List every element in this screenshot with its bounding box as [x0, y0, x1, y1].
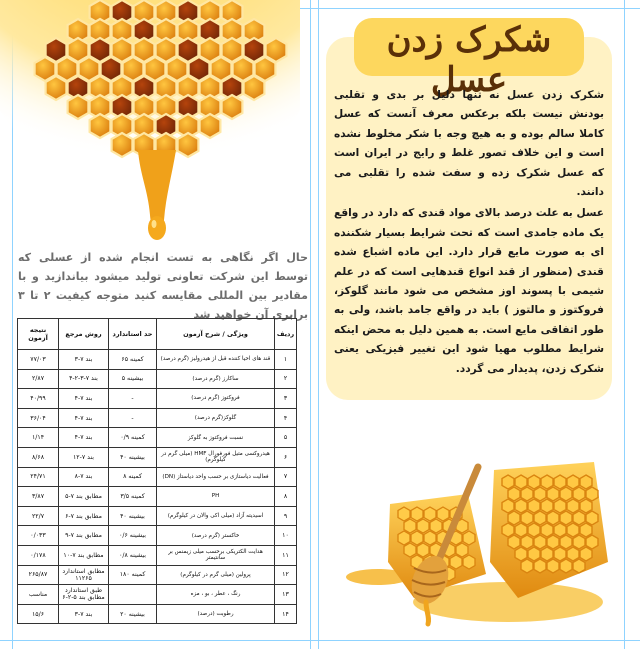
- table-cell: مطابق بند ۷-۶: [59, 506, 109, 526]
- table-cell: بیشینه ۴۰: [109, 506, 157, 526]
- table-cell: مطابق بند ۷-۵: [59, 487, 109, 507]
- table-row: [18, 408, 297, 428]
- table-row: [18, 585, 297, 605]
- table-cell: فروکتوز (گرم درصد): [157, 389, 275, 409]
- table-cell: بند ۷-۳-۲-۴: [59, 369, 109, 389]
- table-cell: کمینه ۸: [109, 467, 157, 487]
- table-cell: ساکارز (گرم درصد): [157, 369, 275, 389]
- layout-guide: [624, 0, 625, 649]
- table-row: [18, 467, 297, 487]
- table-cell: ۳/۸۷: [18, 487, 59, 507]
- table-cell: طبق استاندارد مطابق بند ۵-۲-۶: [59, 585, 109, 605]
- table-cell: ۱۳: [275, 585, 297, 605]
- table-cell: ۷: [275, 467, 297, 487]
- table-row: [18, 428, 297, 448]
- table-cell: ۷۷/۰۳: [18, 350, 59, 370]
- table-cell: -: [109, 389, 157, 409]
- layout-guide: [310, 0, 311, 649]
- table-cell: اسیدیته آزاد (میلی اکی والان در کیلوگرم): [157, 506, 275, 526]
- table-cell: ۲/۸۷: [18, 369, 59, 389]
- table-cell: بند ۷-۳: [59, 604, 109, 624]
- table-cell: ۱۵/۶: [18, 604, 59, 624]
- table-cell: کمینه ۱۸۰: [109, 565, 157, 585]
- table-cell: بند ۷-۳: [59, 350, 109, 370]
- table-cell: پرولین (میلی گرم در کیلوگرم): [157, 565, 275, 585]
- table-cell: ۴: [275, 408, 297, 428]
- table-cell: قند های احیا کننده قبل از هیدرولیز (گرم درصد): [157, 350, 275, 370]
- table-cell: کمینه ۳/۵: [109, 487, 157, 507]
- honeycomb-illustration: [0, 0, 300, 245]
- table-cell: ۳۶/۰۴: [18, 408, 59, 428]
- table-cell: بیشینه ۰/۸: [109, 545, 157, 565]
- table-cell: کمینه ۰/۹: [109, 428, 157, 448]
- table-row: [18, 604, 297, 624]
- table-cell: مطابق استاندارد ۱۱۲۶۵: [59, 565, 109, 585]
- table-cell: ۲۴/۷۱: [18, 467, 59, 487]
- table-cell: بیشینه ۲۰: [109, 604, 157, 624]
- table-cell: ۱/۱۴: [18, 428, 59, 448]
- table-cell: هیدروکسی متیل فورفورال HMF (میلی گرم در کیلوگرم): [157, 447, 275, 467]
- honey-dipper-illustration: [318, 452, 618, 632]
- table-cell: خاکستر (گرم درصد): [157, 526, 275, 546]
- table-cell: گلوکز(گرم درصد): [157, 408, 275, 428]
- card-body: [334, 86, 604, 381]
- table-cell: ۹: [275, 506, 297, 526]
- table-cell: ۵: [275, 428, 297, 448]
- table-row: [18, 526, 297, 546]
- paragraph-1: شکرک زدن عسل نه تنها دلیل بر بدی و تقلبی بودنش نیست بلکه برعکس معرف آنست که عسل کاملا سالم بوده و به هیچ وجه با شکر مخلوط نشده است و این خلاف تصور غلط و رایج در ایران است که عسل شکرک زده و سفت شده را تقلبی می دانند.: [334, 89, 604, 199]
- table-cell: ۱۰: [275, 526, 297, 546]
- table-cell: مناسب: [18, 585, 59, 605]
- table-cell: PH: [157, 487, 275, 507]
- table-cell: ۱۴: [275, 604, 297, 624]
- table-cell: بند ۷-۴: [59, 389, 109, 409]
- table-cell: ۴۰/۹۹: [18, 389, 59, 409]
- table-cell: ۱۱: [275, 545, 297, 565]
- test-results-table: [17, 318, 297, 624]
- table-cell: ۲۲/۷: [18, 506, 59, 526]
- header-cell: ردیف: [275, 319, 297, 350]
- table-cell: مطابق بند ۷-۱۰: [59, 545, 109, 565]
- table-row: [18, 369, 297, 389]
- table-row: [18, 545, 297, 565]
- table-cell: ۰/۱۷۸: [18, 545, 59, 565]
- table-cell: بند ۷-۸: [59, 467, 109, 487]
- table-row: [18, 350, 297, 370]
- header-cell: ویژگی / شرح آزمون: [157, 319, 275, 350]
- table-row: [18, 447, 297, 467]
- table-cell: بند ۷-۴: [59, 428, 109, 448]
- layout-guide: [0, 640, 640, 641]
- header-cell: نتیجه آزمون: [18, 319, 59, 350]
- table-cell: ۳: [275, 389, 297, 409]
- table-cell: بند ۷-۱۲: [59, 447, 109, 467]
- table-cell: [109, 585, 157, 605]
- table-cell: بیشینه ۰/۶: [109, 526, 157, 546]
- table-cell: ۸: [275, 487, 297, 507]
- table-header-row: [18, 319, 297, 350]
- table-cell: ۲: [275, 369, 297, 389]
- table-cell: نسبت فروکتوز به گلوکز: [157, 428, 275, 448]
- intro-text: حال اگر نگاهی به تست انجام شده از عسلی که توسط این شرکت تعاونی تولید میشود بیاندازید و با مقادیر بین المللی مقایسه کنید متوجه کیفیت ۲ تا ۳ برابری آن خواهید شد: [18, 251, 308, 321]
- table-cell: رنگ ، عطر ، بو ، مزه: [157, 585, 275, 605]
- table-row: [18, 565, 297, 585]
- table-cell: -: [109, 408, 157, 428]
- table-row: [18, 506, 297, 526]
- header-cell: روش مرجع: [59, 319, 109, 350]
- table-cell: فعالیت دیاستازی بر حسب واحد دیاستاز (DN): [157, 467, 275, 487]
- table-cell: هدایت الکتریکی برحسب میلی زیمنس بر سانتیمتر: [157, 545, 275, 565]
- paragraph-2: عسل به علت درصد بالای مواد قندی که دارد در واقع یک ماده جامدی است که تحت شرایط بسیار شکننده ای به صورت مایع قرار دارد. این ماده اشباع شده قندی (منظور از قند انواع قندهایی است که در علم شیمی با پسوند اوز مشخص می شود مانند گلوکز، فروکتوز و مالتوز ) باید در واقع جامد باشد، ولی به طور اتفاقی مایع است. به همین دلیل به محض اینکه شرایط مطلوب مهیا شود این تغییر فیزیکی یعنی شکرک زدن، پدیدار می گردد.: [334, 207, 604, 375]
- table-cell: بیشینه ۵: [109, 369, 157, 389]
- table-row: [18, 389, 297, 409]
- table-cell: کمینه ۶۵: [109, 350, 157, 370]
- table-cell: مطابق بند ۷-۹: [59, 526, 109, 546]
- table-row: [18, 487, 297, 507]
- table-cell: ۱۲: [275, 565, 297, 585]
- table-cell: ۱: [275, 350, 297, 370]
- page-title: شکرک زدن عسل: [386, 20, 552, 100]
- table-cell: ۲۶۵/۸۷: [18, 565, 59, 585]
- table-cell: ۰/۰۳۳: [18, 526, 59, 546]
- table-cell: رطوبت (درصد): [157, 604, 275, 624]
- table-cell: بند ۷-۴: [59, 408, 109, 428]
- table-cell: ۶: [275, 447, 297, 467]
- table-cell: بیشینه ۴۰: [109, 447, 157, 467]
- header-cell: حد استاندارد: [109, 319, 157, 350]
- table-cell: ۸/۶۸: [18, 447, 59, 467]
